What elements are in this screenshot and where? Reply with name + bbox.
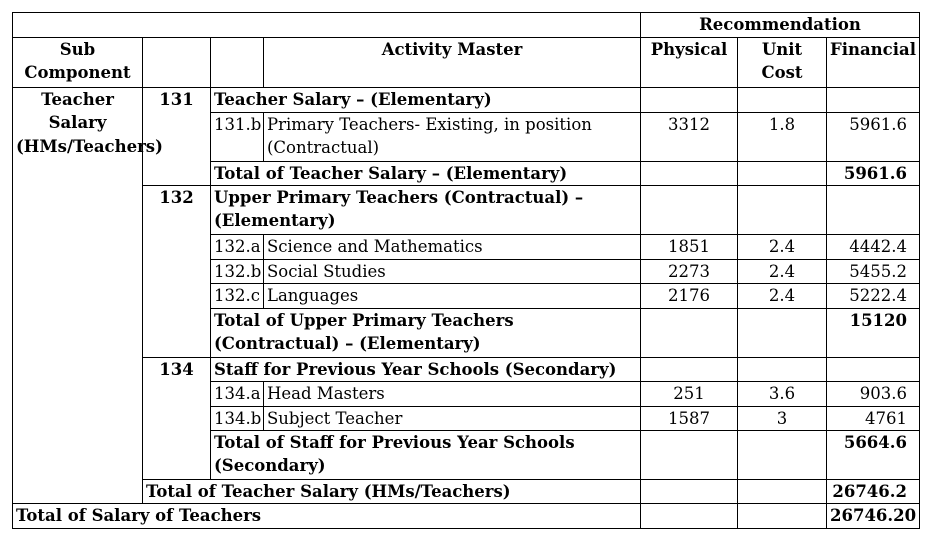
item-financial: 5961.6	[827, 112, 920, 161]
group-131-code: 131	[143, 88, 211, 186]
grand-total-label: Total of Salary of Teachers	[13, 504, 641, 529]
subcomponent-total-financial: 26746.2	[827, 479, 920, 504]
item-physical: 1587	[641, 406, 738, 431]
item-code: 132.a	[211, 235, 264, 260]
item-physical: 3312	[641, 112, 738, 161]
item-physical: 251	[641, 382, 738, 407]
header-code-blank	[143, 37, 211, 88]
item-code: 134.b	[211, 406, 264, 431]
group-134-code: 134	[143, 357, 211, 479]
item-physical: 2176	[641, 284, 738, 309]
item-unit-cost: 2.4	[738, 284, 827, 309]
header-row-columns	[13, 37, 920, 88]
group-131-title: Teacher Salary – (Elementary)	[211, 88, 641, 113]
item-code: 132.b	[211, 259, 264, 284]
group-134-total-label: Total of Staff for Previous Year Schools (Secondary)	[211, 431, 641, 480]
item-financial: 5222.4	[827, 284, 920, 309]
group-131-total-financial: 5961.6	[827, 161, 920, 186]
grand-total-financial: 26746.20	[827, 504, 920, 529]
grand-total-row	[13, 504, 920, 529]
item-activity: Subject Teacher	[264, 406, 641, 431]
header-physical: Physical	[641, 37, 738, 88]
item-activity: Science and Mathematics	[264, 235, 641, 260]
item-activity: Primary Teachers- Existing, in position (Contractual)	[264, 112, 641, 161]
header-unit-cost: Unit Cost	[738, 37, 827, 88]
header-activity-master: Activity Master	[264, 37, 641, 88]
group-132-total-label: Total of Upper Primary Teachers (Contractual) – (Elementary)	[211, 308, 641, 357]
group-131-title-row	[13, 88, 920, 113]
header-financial: Financial	[827, 37, 920, 88]
group-131-total-label: Total of Teacher Salary – (Elementary)	[211, 161, 641, 186]
item-unit-cost: 2.4	[738, 259, 827, 284]
header-row-recommendation	[13, 13, 920, 38]
subcomponent-total-row	[13, 479, 920, 504]
subcomponent-total-label: Total of Teacher Salary (HMs/Teachers)	[143, 479, 641, 504]
item-activity: Head Masters	[264, 382, 641, 407]
header-blank-cell	[13, 13, 641, 38]
group-134-title-row	[13, 357, 920, 382]
item-activity: Languages	[264, 284, 641, 309]
salary-table	[12, 12, 920, 529]
item-physical: 1851	[641, 235, 738, 260]
item-financial: 5455.2	[827, 259, 920, 284]
item-code: 131.b	[211, 112, 264, 161]
group-132-total-financial: 15120	[827, 308, 920, 357]
item-code: 132.c	[211, 284, 264, 309]
header-item-blank	[211, 37, 264, 88]
group-132-code: 132	[143, 186, 211, 357]
group-134-title: Staff for Previous Year Schools (Secondary)	[211, 357, 641, 382]
sub-component-label: Teacher Salary (HMs/Teachers)	[13, 88, 143, 504]
header-sub-component: Sub Component	[13, 37, 143, 88]
group-132-title: Upper Primary Teachers (Contractual) – (Elementary)	[211, 186, 641, 235]
item-activity: Social Studies	[264, 259, 641, 284]
item-financial: 4761	[827, 406, 920, 431]
group-132-title-row	[13, 186, 920, 235]
item-unit-cost: 2.4	[738, 235, 827, 260]
header-recommendation: Recommendation	[641, 13, 920, 38]
item-unit-cost: 1.8	[738, 112, 827, 161]
item-code: 134.a	[211, 382, 264, 407]
item-unit-cost: 3	[738, 406, 827, 431]
item-physical: 2273	[641, 259, 738, 284]
item-financial: 4442.4	[827, 235, 920, 260]
group-134-total-financial: 5664.6	[827, 431, 920, 480]
item-unit-cost: 3.6	[738, 382, 827, 407]
item-financial: 903.6	[827, 382, 920, 407]
